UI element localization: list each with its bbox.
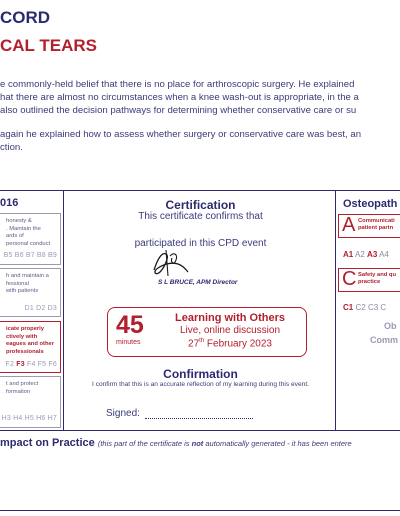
standard-box-b <box>0 213 61 265</box>
code-a1: A1 <box>343 250 354 259</box>
standard-f-text-1: icate properly <box>6 326 45 332</box>
record-title: CORD <box>0 8 51 27</box>
standard-box-d <box>0 268 61 317</box>
event-date-day: 27 <box>188 338 200 350</box>
standard-b-text-4: personal conduct <box>6 240 51 247</box>
standard-h-codes: H3 H4 H5 H6 H7 <box>1 415 57 422</box>
standard-box-h <box>0 376 61 428</box>
right-footer-2: Comm <box>370 335 399 345</box>
theme-a-text-1: Communicati <box>358 218 395 224</box>
certification-line-2: participated in this CPD event <box>134 238 267 249</box>
signature-line[interactable] <box>145 418 253 419</box>
theme-box-a <box>338 214 400 238</box>
impact-bottom-border <box>0 510 400 511</box>
impact-title: mpact on Practice <box>0 437 95 449</box>
intro-line-5: ction. <box>0 142 23 153</box>
theme-c-text-1: Safety and qu <box>358 272 397 278</box>
director-signature <box>148 248 192 278</box>
right-footer-1: Ob <box>384 321 397 331</box>
standard-b-text-3: ards of <box>6 233 24 239</box>
code-a2: A2 <box>355 250 365 259</box>
intro-line-2: hat there are almost no circumstances when a knee wash-out is appropriate, in the a <box>0 92 359 103</box>
osteopath-standards-title: Osteopath <box>343 198 398 210</box>
certificate-top-border <box>0 190 400 191</box>
standard-d-codes: D1 D2 D3 <box>24 305 57 312</box>
certification-line-1: This certificate confirms that <box>138 211 263 222</box>
topic-title: CAL TEARS <box>0 36 97 55</box>
code-c2: C2 <box>355 303 366 312</box>
theme-a-text-2: patient partn <box>358 225 394 231</box>
code-c4: C <box>380 303 387 312</box>
event-date-rest: February 2023 <box>204 338 272 350</box>
theme-letter-c: C <box>342 268 357 290</box>
code-f3-selected: F3 <box>16 361 25 368</box>
theme-box-c <box>338 268 400 292</box>
code-a3: A3 <box>367 250 378 259</box>
standard-f-text-2: ctively with <box>6 333 38 340</box>
code-c1: C1 <box>343 303 354 312</box>
event-date-suffix: th <box>199 338 205 344</box>
code-f4-f6: F4 F5 F6 <box>24 361 57 368</box>
standards-year: 016 <box>0 197 19 209</box>
code-a4: A4 <box>379 250 389 259</box>
minutes-label: minutes <box>116 339 141 346</box>
theme-c-codes <box>343 303 386 312</box>
standard-d-text-1: h and maintain a <box>6 273 49 279</box>
left-panel-divider <box>63 190 64 430</box>
cpd-event-box <box>107 307 307 357</box>
standard-d-text-2: fessional <box>6 280 29 287</box>
code-c3: C3 <box>367 303 379 312</box>
impact-heading-row <box>0 437 352 449</box>
code-f2: F2 <box>5 361 17 368</box>
impact-note-bold: not <box>191 439 204 448</box>
standard-h-text-1: t and protect <box>6 381 39 387</box>
theme-c-text-2: practice <box>358 279 381 285</box>
standard-f-text-4: professionals <box>6 348 44 355</box>
certificate-bottom-border <box>0 430 400 431</box>
confirmation-statement: I confirm that this is an accurate reflection of my learning during this event. <box>92 381 309 388</box>
event-format: Live, online discussion <box>179 325 281 336</box>
impact-note-post: automatically generated - it has been entere <box>203 439 352 448</box>
event-title: Learning with Others <box>174 312 285 324</box>
impact-note <box>98 439 352 448</box>
signatory-name: S L BRUCE, APM Director <box>158 279 238 286</box>
certification-heading: Certification <box>165 198 236 212</box>
standard-b-text-2: . Maintain the <box>6 225 41 232</box>
signed-label: Signed: <box>106 408 140 419</box>
standard-b-text-1: honesty & <box>6 218 32 224</box>
right-panel-divider <box>335 190 336 430</box>
intro-line-4: again he explained how to assess whether surgery or conservative care was best, an <box>0 129 362 140</box>
intro-line-3: also outlined the decision pathways for determining whether conservative care or su <box>0 105 357 116</box>
confirmation-heading: Confirmation <box>163 367 238 381</box>
standard-d-text-3: with patients <box>6 288 39 294</box>
event-date <box>160 338 300 349</box>
standard-f-codes <box>6 361 57 368</box>
standard-h-text-2: formation <box>6 388 31 395</box>
minutes-value: 45 <box>116 311 144 339</box>
theme-letter-a: A <box>342 214 356 236</box>
standard-b-codes: B5 B6 B7 B8 B9 <box>3 252 57 259</box>
impact-note-pre: (this part of the certificate is <box>97 439 192 448</box>
standard-box-f-selected <box>0 321 61 373</box>
theme-a-codes <box>343 250 389 259</box>
standard-f-text-3: eagues and other <box>6 341 54 347</box>
intro-line-1: e commonly-held belief that there is no place for arthroscopic surgery. He explained <box>0 79 355 90</box>
